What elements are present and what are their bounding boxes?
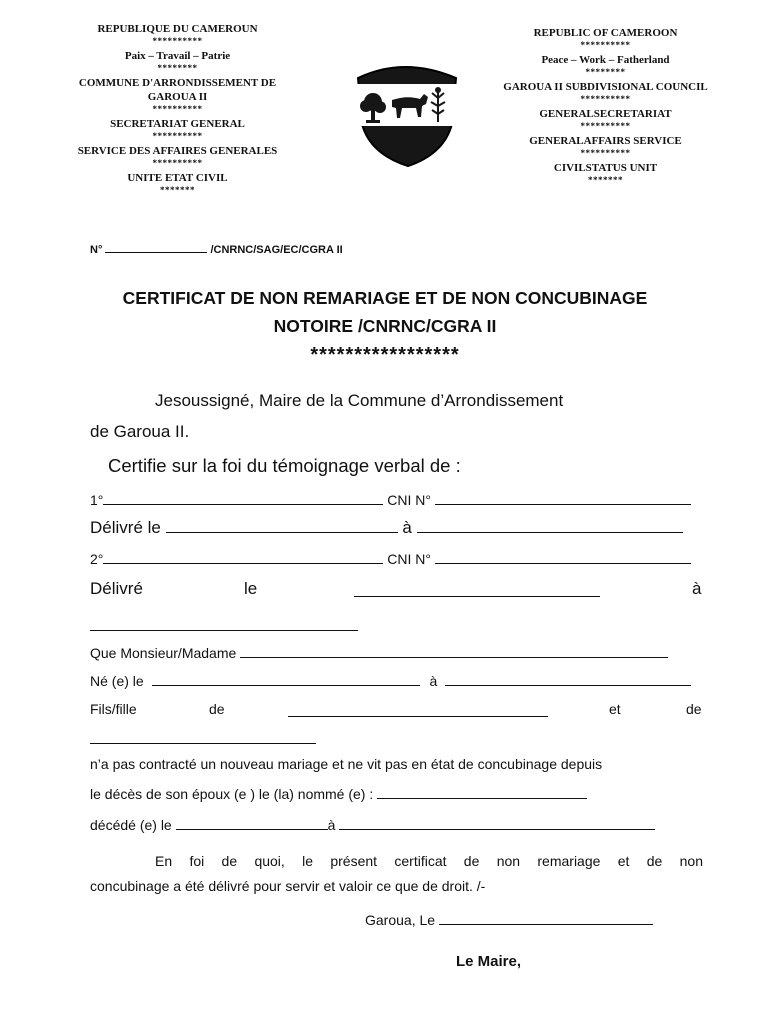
spouse-label: le décès de son époux (e ) le (la) nommé (e) : [90, 786, 374, 802]
person-name-field[interactable] [240, 657, 668, 658]
reference-blank[interactable] [105, 252, 207, 253]
header-fr-stars-6: ******* [160, 185, 195, 195]
header-en-council: GAROUA II SUBDIVISIONAL COUNCIL [503, 81, 708, 93]
certificate-title-line2: NOTOIRE /CNRNC/CGRA II [273, 316, 497, 336]
parents-de-label: de [209, 701, 225, 717]
witness-1-row [90, 492, 691, 508]
witness-2-name-field[interactable] [103, 563, 383, 564]
header-fr-stars-3: ********** [152, 104, 203, 114]
header-fr-service: SERVICE DES AFFAIRES GENERALES [77, 145, 278, 157]
title-stars: ***************** [310, 344, 460, 366]
header-fr-stars-4: ********** [152, 131, 203, 141]
witness-1-place-field[interactable] [417, 532, 683, 533]
witness-1-delivery-row [90, 518, 683, 538]
birth-row [90, 673, 691, 689]
death-row [90, 817, 655, 833]
parents-de2-label: de [686, 701, 702, 717]
mayor-signature-label: Le Maire, [456, 953, 522, 970]
death-date-field[interactable] [176, 829, 328, 830]
witness-2-date-field[interactable] [354, 596, 600, 597]
header-fr-stars-5: ********** [152, 158, 203, 168]
certificate-title-line1: CERTIFICAT DE NON REMARIAGE ET DE NON CONCUBINAGE [122, 288, 648, 308]
header-en-stars-6: ******* [588, 175, 623, 185]
header-french [60, 22, 295, 195]
witness-1-a-label: à [402, 518, 412, 537]
spouse-row [90, 786, 587, 802]
birth-a-label: à [429, 673, 438, 689]
certify-line: Certifie sur la foi du témoignage verbal de : [108, 455, 461, 476]
witness-2-le-label: le [244, 579, 258, 598]
header-fr-commune: COMMUNE D'ARRONDISSEMENT DE [78, 77, 277, 89]
reference-suffix: /CNRNC/SAG/EC/CGRA II [210, 244, 343, 256]
coat-of-arms-icon [352, 62, 462, 170]
reference-prefix: N° [90, 244, 103, 256]
intro-line1: Jesoussigné, Maire de la Commune d’Arrondissement [155, 391, 564, 410]
header-english [488, 26, 723, 185]
witness-1-cni-label: CNI N° [387, 492, 431, 508]
header-fr-republic: REPUBLIQUE DU CAMEROUN [97, 23, 258, 35]
witness-1-delivered-label: Délivré le [90, 518, 161, 537]
header-fr-secretariat: SECRETARIAT GENERAL [110, 118, 245, 130]
header-fr-stars-1: ********** [152, 36, 203, 46]
parents-label: Fils/fille [90, 701, 137, 717]
header-en-republic: REPUBLIC OF CAMEROON [533, 27, 678, 39]
spouse-name-field[interactable] [377, 798, 587, 799]
witness-2-label: 2° [90, 551, 104, 567]
place-label: Garoua, Le [365, 912, 436, 928]
person-name-label: Que Monsieur/Madame [90, 645, 237, 661]
header-fr-motto: Paix – Travail – Patrie [124, 50, 231, 62]
witness-1-cni-field[interactable] [435, 504, 691, 505]
header-en-service: GENERALAFFAIRS SERVICE [529, 135, 682, 147]
header-en-stars-2: ******** [585, 67, 626, 77]
father-name-field[interactable] [288, 716, 548, 717]
witness-1-date-field[interactable] [166, 532, 398, 533]
signature-date-field[interactable] [439, 924, 653, 925]
conclusion-line1: En foi de quoi, le présent certificat de non remariage et de non [155, 853, 703, 869]
witness-2-delivered-label: Délivré [90, 579, 143, 598]
header-en-unit: CIVILSTATUS UNIT [553, 162, 658, 174]
mother-name-field[interactable] [90, 743, 316, 744]
witness-2-cni-field[interactable] [435, 563, 691, 564]
person-name-row [90, 645, 668, 661]
intro-line2: de Garoua II. [90, 422, 190, 441]
header-en-stars-4: ********** [580, 121, 631, 131]
header-en-stars-5: ********** [580, 148, 631, 158]
death-place-field[interactable] [339, 829, 655, 830]
death-a-label: à [327, 817, 336, 833]
birth-place-field[interactable] [445, 685, 691, 686]
witness-2-cni-label: CNI N° [387, 551, 431, 567]
conclusion-line2: concubinage a été délivré pour servir et valoir ce que de droit. /- [90, 878, 486, 894]
parents-et-label: et [609, 701, 621, 717]
birth-label: Né (e) le [90, 673, 144, 689]
witness-1-name-field[interactable] [103, 504, 383, 505]
death-label: décédé (e) le [90, 817, 172, 833]
header-en-motto: Peace – Work – Fatherland [541, 54, 670, 66]
header-en-stars-1: ********** [580, 40, 631, 50]
reference-number [90, 244, 343, 256]
witness-2-a-label: à [692, 579, 702, 598]
witness-1-label: 1° [90, 492, 104, 508]
header-fr-commune-name: GAROUA II [147, 91, 208, 103]
statement-line: n’a pas contracté un nouveau mariage et ne vit pas en état de concubinage depuis [90, 756, 603, 772]
header-en-secretariat: GENERALSECRETARIAT [539, 108, 672, 120]
header-fr-stars-2: ******** [157, 63, 198, 73]
header-en-stars-3: ********** [580, 94, 631, 104]
witness-2-row [90, 551, 691, 567]
header-fr-unit: UNITE ETAT CIVIL [127, 172, 228, 184]
place-date-row [365, 912, 653, 928]
witness-2-place-field[interactable] [90, 630, 358, 631]
birth-date-field[interactable] [152, 685, 420, 686]
